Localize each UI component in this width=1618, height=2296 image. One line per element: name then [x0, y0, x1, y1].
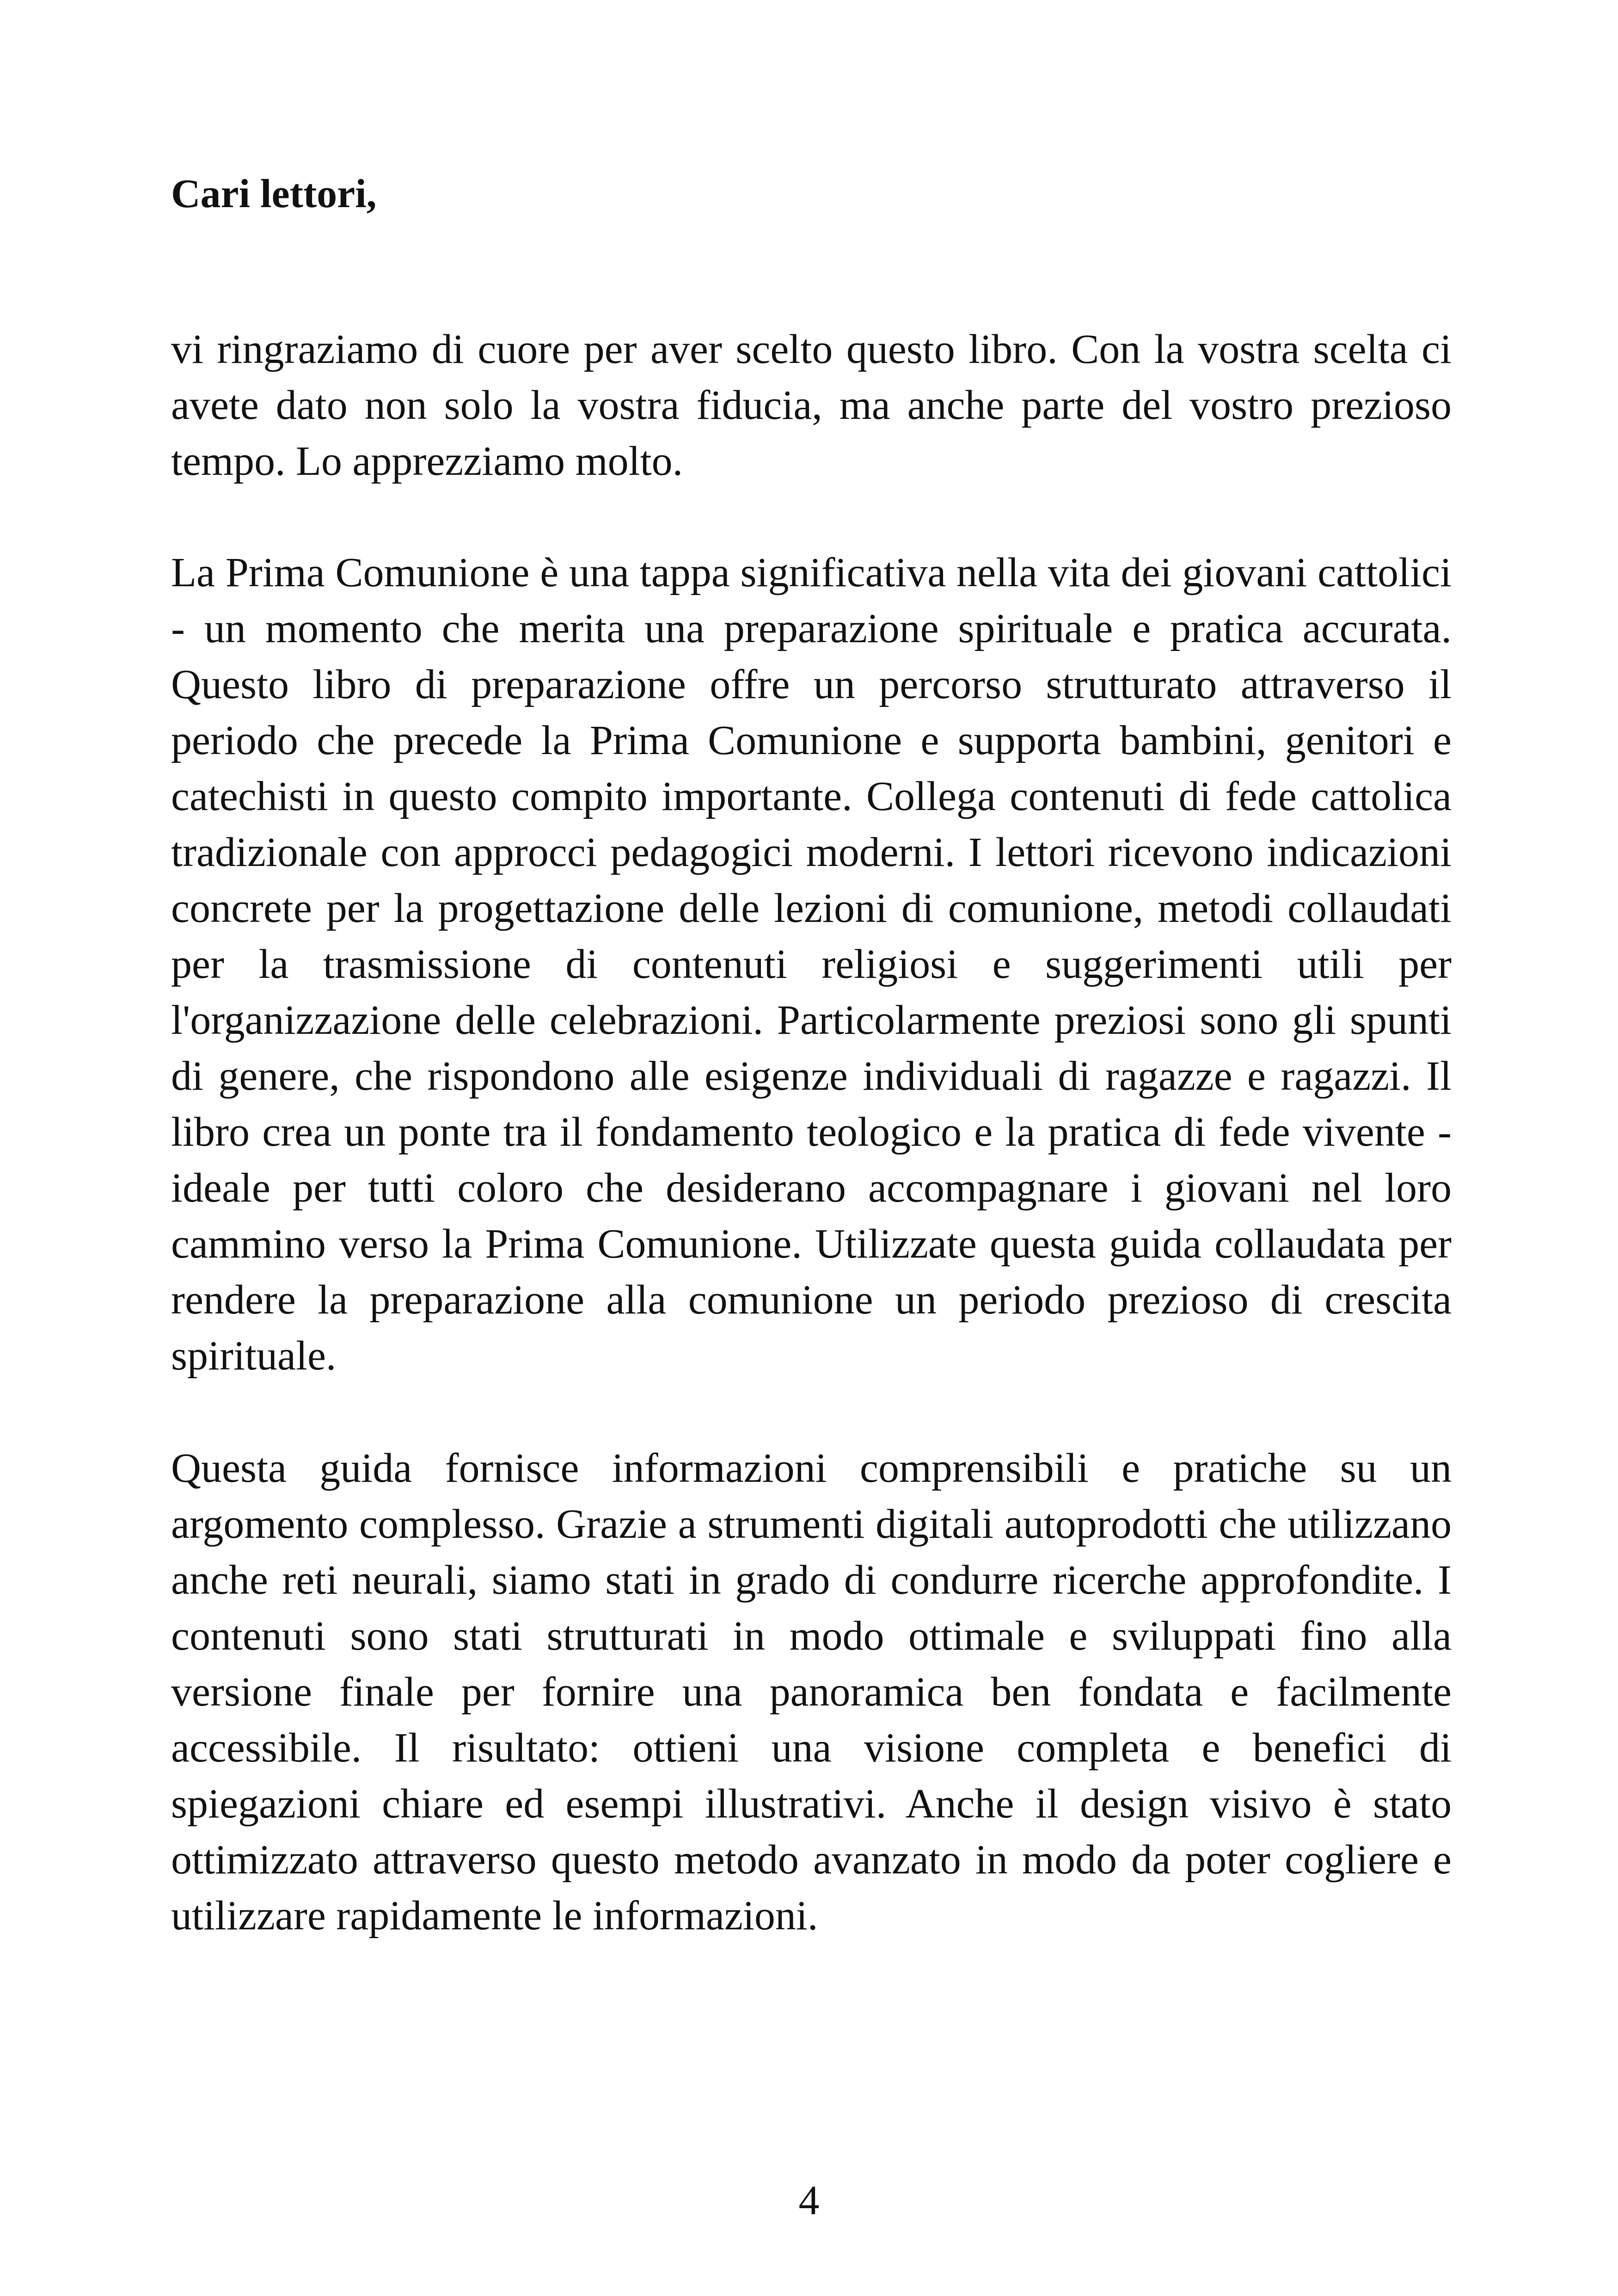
- page-content: [171, 166, 1452, 1944]
- page-number: 4: [798, 2178, 820, 2223]
- paragraph-guida: Questa guida fornisce informazioni comprensibili e pratiche su un argomento complesso. Grazie a strumenti digitali autoprodotti che utilizzano anche reti neurali, siamo stati in grado di condurre ricerche approfondite. I contenuti sono stati strutturati in modo ottimale e sviluppati fino alla versione finale per fornire una panoramica ben fondata e facilmente accessibile. Il risultato: ottieni una visione completa e benefici di spiegazioni chiare ed esempi illustrativi. Anche il design visivo è stato ottimizzato attraverso questo metodo avanzato in modo da poter cogliere e utilizzare rapidamente le informazioni.: [171, 1445, 1452, 1939]
- paragraph-prima-comunione: La Prima Comunione è una tappa significativa nella vita dei giovani cattolici - un momento che merita una preparazione spirituale e pratica accurata. Questo libro di preparazione offre un percorso strutturato attraverso il periodo che precede la Prima Comunione e supporta bambini, genitori e catechisti in questo compito importante. Collega contenuti di fede cattolica tradizionale con approcci pedagogici moderni. I lettori ricevono indicazioni concrete per la progettazione delle lezioni di comunione, metodi collaudati per la trasmissione di contenuti religiosi e suggerimenti utili per l'organizzazione delle celebrazioni. Particolarmente preziosi sono gli spunti di genere, che rispondono alle esigenze individuali di ragazze e ragazzi. Il libro crea un ponte tra il fondamento teologico e la pratica di fede vivente - ideale per tutti coloro che desiderano accompagnare i giovani nel loro cammino verso la Prima Comunione. Utilizzate questa guida collaudata per rendere la preparazione alla comunione un periodo prezioso di crescita spirituale.: [171, 550, 1452, 1379]
- paragraph-thanks: vi ringraziamo di cuore per aver scelto questo libro. Con la vostra scelta ci avete dato non solo la vostra fiducia, ma anche parte del vostro prezioso tempo. Lo apprezziamo molto.: [171, 326, 1452, 484]
- greeting-heading: Cari lettori,: [171, 172, 377, 216]
